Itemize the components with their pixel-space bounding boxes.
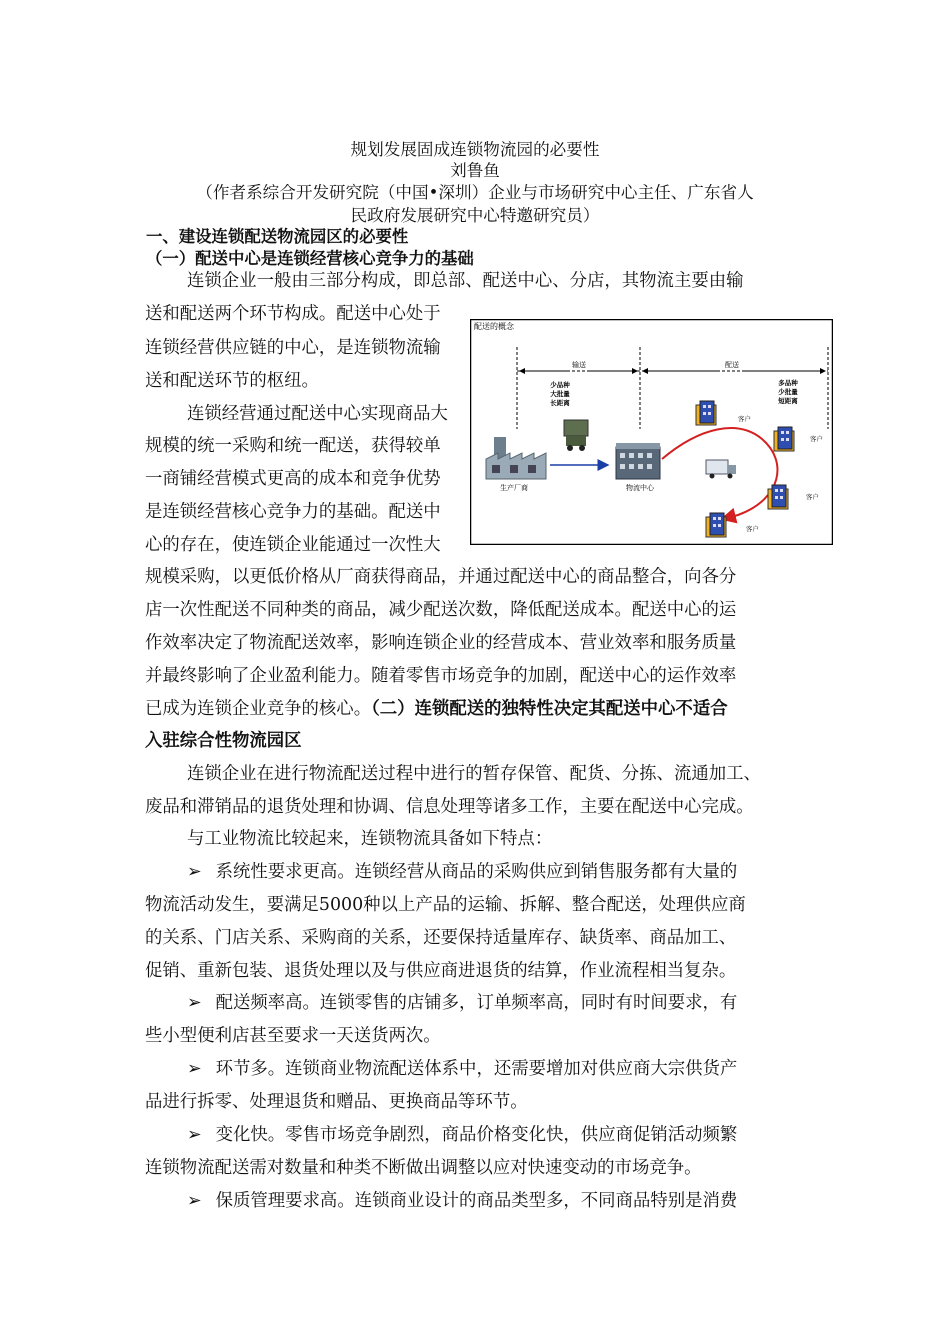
paragraph-line: 送和配送两个环节构成。配送中心处于: [145, 304, 441, 324]
stage-transport-label: 输送: [572, 361, 586, 369]
paragraph-line: 是连锁经营核心竞争力的基础。配送中: [145, 502, 441, 522]
bullet-item: ➢ 保质管理要求高。连锁商业设计的商品类型多，不同商品特别是消费: [187, 1191, 738, 1211]
paragraph-line: 废品和滞销品的退货处理和协调、信息处理等诸多工作，主要在配送中心完成。: [145, 797, 754, 817]
distribution-concept-diagram: [470, 319, 833, 545]
right-note-line: 少批量: [778, 388, 798, 396]
left-note-line: 长距离: [550, 399, 570, 407]
paragraph-line: 与工业物流比较起来，连锁物流具备如下特点：: [187, 829, 553, 849]
paragraph-line: 连锁经营通过配送中心实现商品大: [187, 404, 448, 424]
paragraph-line: 连锁经营供应链的中心，是连锁物流输: [145, 338, 441, 358]
bullet-arrow-icon: ➢: [187, 862, 202, 882]
paragraph-line: 店一次性配送不同种类的商品，减少配送次数，降低配送成本。配送中心的运: [145, 600, 737, 620]
paragraph-line: 规模的统一采购和统一配送，获得较单: [145, 436, 441, 456]
paragraph-line: 送和配送环节的枢纽。: [145, 371, 319, 391]
bullet-item: ➢ 环节多。连锁商业物流配送体系中，还需要增加对供应商大宗供货产: [187, 1059, 738, 1079]
paragraph-line: 连锁企业一般由三部分构成，即总部、配送中心、分店，其物流主要由输: [187, 271, 744, 291]
paragraph-line: 并最终影响了企业盈利能力。随着零售市场竞争的加剧，配送中心的运作效率: [145, 666, 737, 686]
bullet-line: 的关系、门店关系、采购商的关系，还要保持适量库存、缺货率、商品加工、: [145, 928, 737, 948]
doc-title: 规划发展固成连锁物流园的必要性: [350, 140, 600, 159]
bullet-item: ➢ 系统性要求更高。连锁经营从商品的采购供应到销售服务都有大量的: [187, 862, 738, 882]
customer-label: 客户: [810, 435, 823, 443]
distribution-center-icon: [616, 443, 660, 479]
bullet-item: ➢ 变化快。零售市场竞争剧烈，商品价格变化快，供应商促销活动频繁: [187, 1125, 738, 1145]
customer-label: 客户: [738, 415, 751, 423]
bullet-line: 物流活动发生，要满足5000种以上产品的运输、拆解、整合配送，处理供应商: [145, 895, 746, 915]
right-note-line: 短距离: [778, 397, 798, 405]
paragraph-line: 一商铺经营模式更高的成本和竞争优势: [145, 469, 441, 489]
paragraph-line: [145, 699, 728, 719]
bullet-arrow-icon: ➢: [187, 1125, 202, 1145]
customer-store-icon: [696, 401, 716, 425]
customer-label: 客户: [806, 493, 819, 501]
bullet-line: 连锁物流配送需对数量和种类不断做出调整以应对快速变动的市场竞争。: [145, 1158, 702, 1178]
figure-title: 配送的概念: [474, 322, 514, 331]
bullet-line: 品进行拆零、处理退货和赠品、更换商品等环节。: [145, 1092, 528, 1112]
customer-store-icon: [774, 427, 794, 451]
stage-delivery-label: 配送: [725, 361, 739, 369]
customer-store-icon: [768, 485, 788, 509]
bullet-item: ➢ 配送频率高。连锁零售的店铺多，订单频率高，同时有时间要求，有: [187, 993, 738, 1013]
paragraph-line: 规模采购，以更低价格从厂商获得商品，并通过配送中心的商品整合，向各分: [145, 567, 737, 587]
paragraph-line: 心的存在，使连锁企业能通过一次性大: [145, 535, 441, 555]
left-note-line: 大批量: [550, 390, 570, 398]
subsection-heading-2-cont: 入驻综合性物流园区: [145, 731, 302, 751]
doc-affiliation-1: （作者系综合开发研究院（中国•深圳）企业与市场研究中心主任、广东省人: [196, 183, 754, 202]
left-note-line: 少品种: [550, 381, 570, 389]
doc-affiliation-2: 民政府发展研究中心特邀研究员）: [350, 206, 600, 225]
customer-label: 客户: [746, 525, 759, 533]
subsection-heading-1: （一）配送中心是连锁经营核心竞争力的基础: [146, 249, 474, 268]
bullet-line: 促销、重新包装、退货处理以及与供应商进退货的结算，作业流程相当复杂。: [145, 961, 737, 981]
bullet-line: 些小型便利店甚至要求一天送货两次。: [145, 1026, 441, 1046]
bullet-arrow-icon: ➢: [187, 993, 202, 1013]
section-heading-1: 一、建设连锁配送物流园区的必要性: [146, 227, 409, 246]
subsection-heading-2: （二）连锁配送的独特性决定其配送中心不适合: [371, 699, 728, 719]
paragraph-line: 连锁企业在进行物流配送过程中进行的暂存保管、配货、分拣、流通加工、: [187, 764, 761, 784]
center-label: 物流中心: [626, 484, 654, 492]
paragraph-line: 作效率决定了物流配送效率，影响连锁企业的经营成本、营业效率和服务质量: [145, 633, 737, 653]
paragraph-text: 已成为连锁企业竞争的核心。: [145, 699, 372, 719]
right-note-line: 多品种: [778, 379, 798, 387]
doc-author: 刘鲁鱼: [450, 161, 500, 180]
bullet-arrow-icon: ➢: [187, 1191, 202, 1211]
customer-store-icon: [706, 513, 726, 537]
bullet-arrow-icon: ➢: [187, 1059, 202, 1079]
factory-label: 生产厂商: [500, 484, 528, 492]
